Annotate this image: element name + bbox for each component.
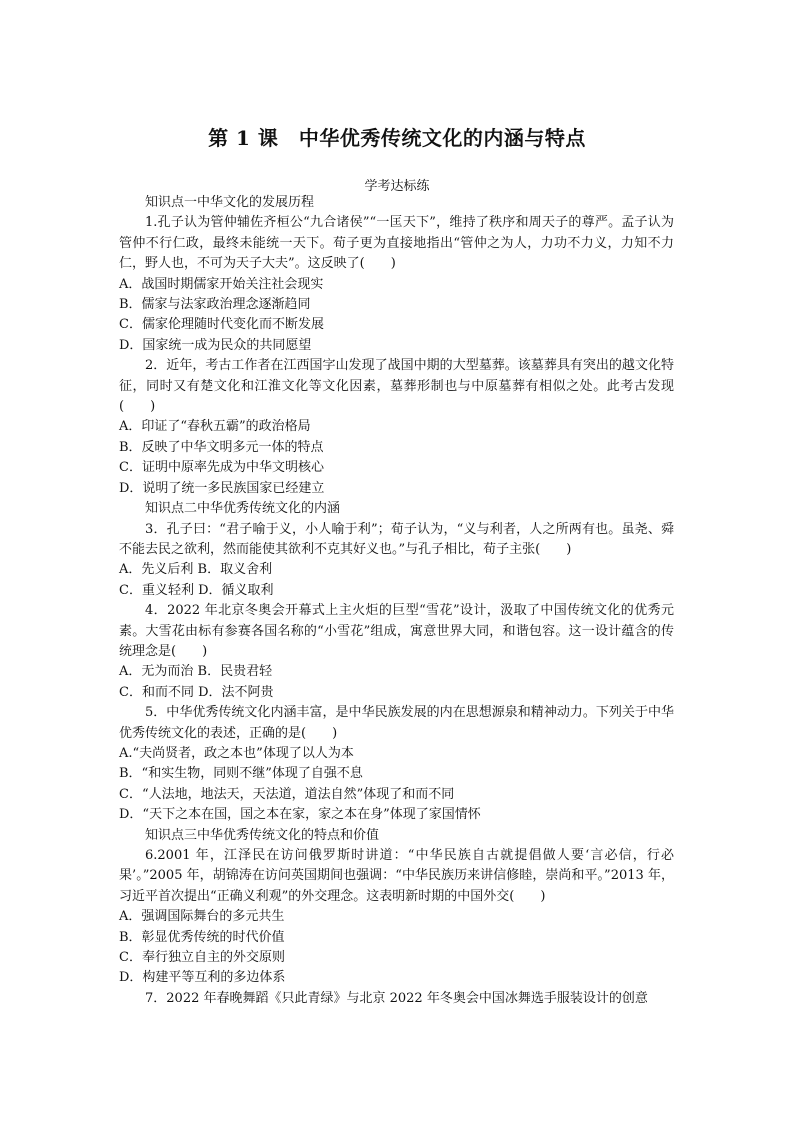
- page-title: 第 1 课 中华优秀传统文化的内涵与特点: [208, 126, 586, 150]
- question-1-stem: 1.孔子认为管仲辅佐齐桓公“九合诸侯”“一匡天下”，维持了秩序和周天子的尊严。孟子认为管仲不行仁政，最终未能统一天下。荀子更为直接地指出“管仲之为人，力功不力义，力知不力仁，野人也，不可为天子大夫”。这反映了( ): [119, 215, 674, 272]
- question-5-option-b: B．“和实生物，同则不继”体现了自强不息: [119, 766, 363, 782]
- question-2-option-a: A．印证了“春秋五霸”的政治格局: [119, 419, 311, 435]
- question-7-stem: 7．2022 年春晚舞蹈《只此青绿》与北京 2022 年冬奥会中国冰舞选手服装设计的创意: [145, 990, 648, 1006]
- question-1-option-a: A．战国时期儒家开始关注社会现实: [119, 276, 324, 292]
- question-3-options-cd: C．重义轻利 D．循义取利: [119, 582, 274, 598]
- question-2-option-d: D．说明了统一多民族国家已经建立: [119, 480, 325, 496]
- question-1-option-d: D．国家统一成为民众的共同愿望: [119, 337, 312, 353]
- page-subtitle: 学考达标练: [364, 179, 430, 194]
- question-6-option-d: D．构建平等互利的多边体系: [119, 970, 286, 986]
- question-4-stem: 4．2022 年北京冬奥会开幕式上主火炬的巨型“雪花”设计，汲取了中国传统文化的优秀元素。大雪花由标有参赛各国名称的“小雪花”组成，寓意世界大同，和谐包容。这一设计蕴含的传统理念是( ): [119, 603, 674, 659]
- question-5-option-a: A.“夫尚贤者，政之本也”体现了以人为本: [119, 745, 354, 761]
- question-3-stem: 3．孔子曰：“君子喻于义，小人喻于利”；荀子认为，“义与利者，人之所两有也。虽尧、舜不能去民之欲利，然而能使其欲利不克其好义也。”与孔子相比，荀子主张( ): [119, 521, 674, 557]
- question-2-option-c: C．证明中原率先成为中华文明核心: [119, 460, 324, 476]
- question-4-options-cd: C．和而不同 D．法不阿贵: [119, 684, 274, 700]
- question-6-option-a: A．强调国际舞台的多元共生: [119, 909, 285, 925]
- question-1-option-c: C．儒家伦理随时代变化而不断发展: [119, 317, 324, 333]
- question-4-options-ab: A．无为而治 B．民贵君轻: [119, 664, 273, 680]
- question-5-option-d: D．“天下之本在国，国之本在家，家之本在身”体现了家国情怀: [119, 807, 481, 823]
- section-heading-3: 知识点三中华优秀传统文化的特点和价值: [145, 827, 380, 843]
- question-3-options-ab: A．先义后利 B．取义舍利: [119, 562, 273, 578]
- document-body: [119, 193, 674, 1009]
- question-6-option-b: B．彰显优秀传统的时代价值: [119, 929, 285, 945]
- section-heading-1: 知识点一中华文化的发展历程: [145, 195, 315, 210]
- question-1-option-b: B．儒家与法家政治理念逐渐趋同: [119, 297, 311, 313]
- question-2-stem: 2．近年，考古工作者在江西国字山发现了战国中期的大型墓葬。该墓葬具有突出的越文化特征，同时又有楚文化和江淮文化等文化因素，墓葬形制也与中原墓葬有相似之处。此考古发现( ): [119, 358, 674, 415]
- question-5-option-c: C．“人法地，地法天，天法道，道法自然”体现了和而不同: [119, 786, 455, 802]
- question-6-stem: 6.2001 年，江泽民在访问俄罗斯时讲道：“中华民族自古就提倡做人要‘言必信，行必果’。”2005 年，胡锦涛在访问英国期间也强调：“中华民族历来讲信修睦，崇尚和平。”2013 年，习近平首次提出“正确义利观”的外交理念。这表明新时期的中国外交( ): [119, 848, 674, 904]
- question-6-option-c: C．奉行独立自主的外交原则: [119, 950, 285, 966]
- question-5-stem: 5．中华优秀传统文化内涵丰富，是中华民族发展的内在思想源泉和精神动力。下列关于中华优秀传统文化的表述，正确的是( ): [119, 705, 674, 741]
- question-2-option-b: B．反映了中华文明多元一体的特点: [119, 439, 324, 455]
- section-heading-2: 知识点二中华优秀传统文化的内涵: [145, 501, 341, 517]
